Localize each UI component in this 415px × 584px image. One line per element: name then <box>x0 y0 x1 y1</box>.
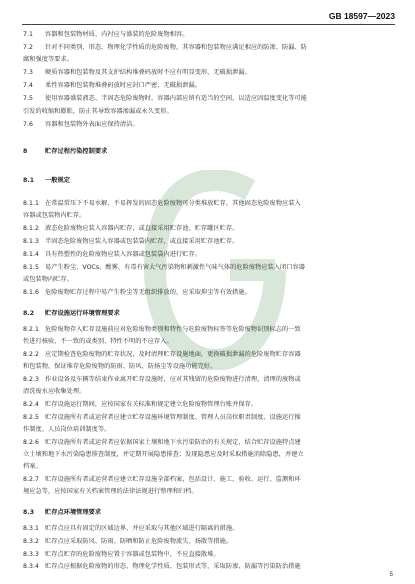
text-line: 8.2.3 作业设备及车辆等结束作业离开贮存设施时，应对其残留的危险废物进行清理，清理的废物或 <box>23 376 301 383</box>
text-line: 8.1.6 危险废物贮存过程中易产生粉尘等无组织排放的，应采取抑尘等有效措施。 <box>23 289 251 296</box>
section-heading: 8.3 贮存点环境管理要求 <box>23 509 102 516</box>
text-line: 8.3.4 贮存点应根据危险废物的形态、物理化学性质、包装形式等，采取防渗、防漏等污染防治措施 <box>23 563 301 570</box>
text-line: 档案。 <box>23 463 42 470</box>
text-line: 作制度、人员岗位培训制度等。 <box>23 426 111 433</box>
text-line: 8.3.3 贮存点贮存的危险废物应置于容器或包装物中，不应直接散堆。 <box>23 551 220 558</box>
text-line: 8.2.2 应定期检查危险废物的贮存状况，及时清理贮存设施地面，更换破损泄漏的危险废物贮存容器 <box>23 351 301 358</box>
text-line: 7.3 硬质容器和包装物及其支护结构堆叠码放时不应有明显变形，无破损泄漏。 <box>23 69 251 76</box>
text-line: 7.5 使用容器盛装液态、半固态危险废物时，容器内部应留有适当的空间，以适应因温度变化等可能 <box>23 95 307 102</box>
text-line: 8.2.1 危险废物存入贮存设施前应对危险废物类别和特性与危险废物标签等危险废物识别标志的一致 <box>23 326 301 333</box>
text-line: 8.2.5 贮存设施所有者或运营者应建立贮存设施环境管理制度、管理人员岗位职责制度、设施运行操 <box>23 414 301 421</box>
text-line: 立土壤和地下水污染隐患排查制度，并定期开展隐患排查；发现隐患应及时采取措施消除隐患，并建立 <box>23 451 304 458</box>
text-line: 7.2 针对不同类别、形态、物理化学性质的危险废物，其容器和包装物应满足相应的防渗、防漏、防 <box>23 44 307 51</box>
text-line: 8.1.4 具有热塑性的危险废物应装入容器或包装袋内进行贮存。 <box>23 251 201 258</box>
text-line: 7.4 柔性容器和包装物堆叠码放时应封口严密，无破损泄漏。 <box>23 82 201 89</box>
header-rule <box>22 24 395 25</box>
text-line: 容器或包装物内贮存。 <box>23 212 86 219</box>
text-line: 8.1.5 易产生粉尘、VOCs、酸雾、有毒有害大气污染物和刺激性气味气体的危险废物应装入闭口容器 <box>23 264 305 271</box>
text-line: 性进行核验，不一致的或类别、特性不明的不应存入。 <box>23 338 173 345</box>
text-line: 和包装物，保证堆存危险废物的防雨、防风、防扬尘等设施功能完好。 <box>23 363 217 370</box>
text-line: 8.1.1 在常温常压下不易水解、不易挥发的固态危险废物可分类堆放贮存，其他固态危险废物应装入 <box>23 200 301 207</box>
text-line: 清洗废水应收集处理。 <box>23 388 86 395</box>
text-line: 8.2.6 贮存设施所有者或运营者应依据国家土壤和地下水污染防治的有关规定，结合贮存设施特点建 <box>23 439 301 446</box>
section-heading: 8.2 贮存设施运行环境管理要求 <box>23 310 120 317</box>
text-line: 引发的收缩和膨胀，防止其导致容器渗漏或永久变形。 <box>23 108 173 115</box>
text-line: 8.1.2 液态危险废物应装入容器内贮存，或直接采用贮存池、贮存罐区贮存。 <box>23 225 239 232</box>
text-line: 8.1.3 半固态危险废物应装入容器或包装袋内贮存，或直接采用贮存池贮存。 <box>23 238 239 245</box>
standard-number: GB 18597—2023 <box>328 11 395 21</box>
section-heading: 8.1 一般规定 <box>23 177 70 184</box>
text-line: 境应急等，应按国家有关档案管理的法律法规进行整理和归档。 <box>23 488 198 495</box>
text-line: 8.2.7 贮存设施所有者或运营者应建立贮存设施全部档案，包括设计、施工、验收、运行、监测和环 <box>23 476 301 483</box>
text-line: 或包装物内贮存。 <box>23 276 73 283</box>
text-line: 7.6 容器和包装物外表面应保持清洁。 <box>23 121 139 128</box>
section-heading: 8 贮存过程污染控制要求 <box>23 148 108 155</box>
text-line: 7.1 容器和包装物材质、内衬应与盛装的危险废物相容。 <box>23 31 189 38</box>
text-line: 8.2.4 贮存设施运行期间，应按国家有关标准和规定建立危险废物管理台账并保存。 <box>23 401 258 408</box>
page-number: 5 <box>389 572 393 578</box>
text-line: 8.3.2 贮存点应采取防风、防雨、防晒和防止危险废物流失、扬散等措施。 <box>23 538 233 545</box>
text-line: 腐和强度等要求。 <box>23 56 73 63</box>
text-line: 8.3.1 贮存点应具有固定的区域边界，并应采取与其他区域进行隔离的措施。 <box>23 525 239 532</box>
